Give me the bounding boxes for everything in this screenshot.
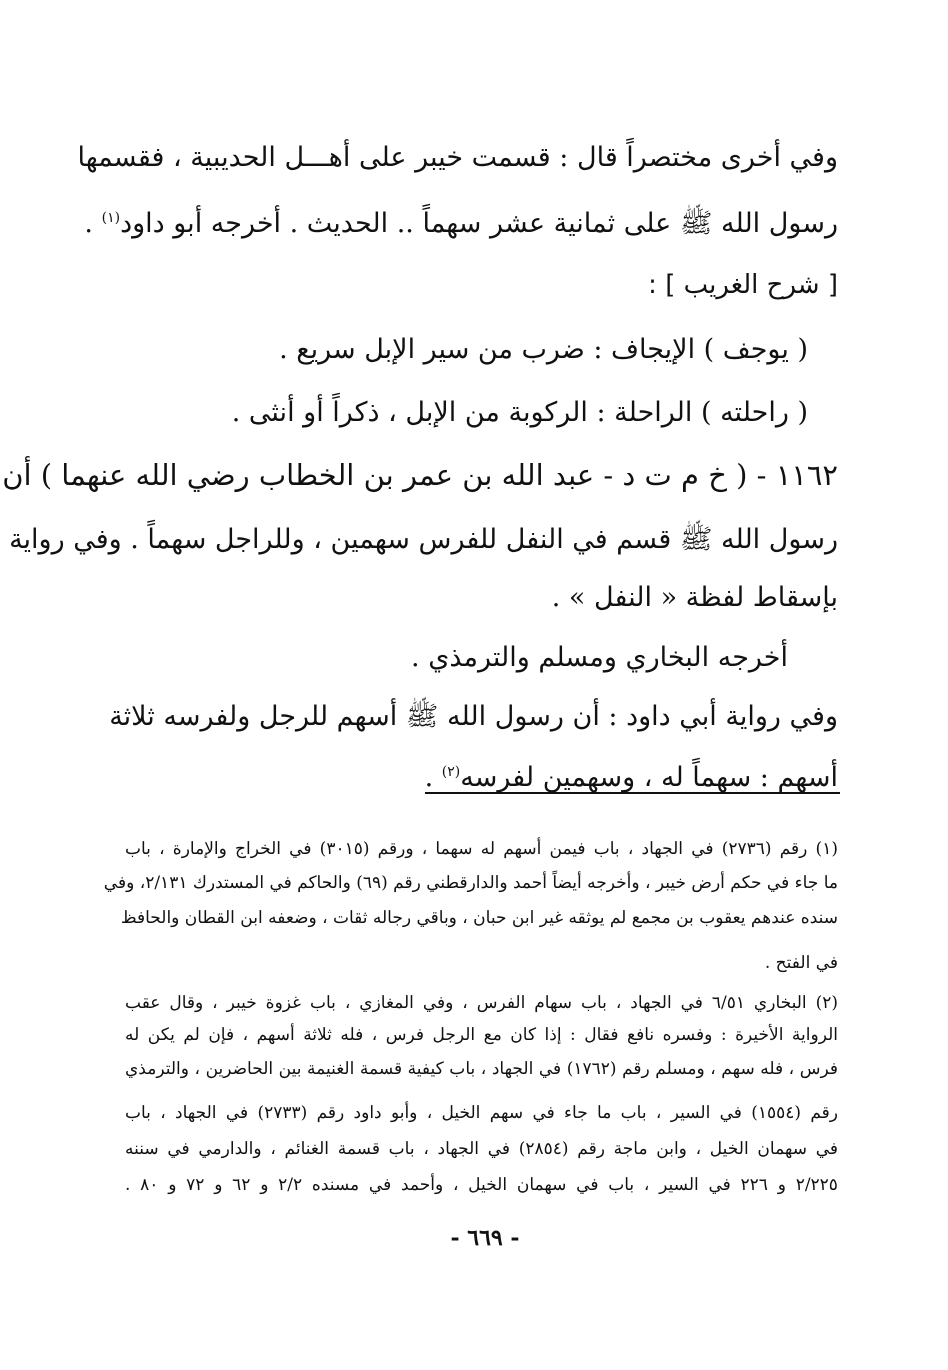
footnote-line: سنده عندهم يعقوب بن مجمع لم يوثقه غير ابن حبان ، وباقي رجاله ثقات ، وضعفه ابن القطان والحافظ <box>120 908 838 928</box>
footnote-line: في الفتح . <box>764 953 838 973</box>
text-line: رسول الله ﷺ على ثمانية عشر سهماً .. الحديث . أخرجه أبو داود$^{(١)}$ . <box>84 208 838 239</box>
footnote-separator <box>425 792 840 794</box>
footnote-line: رقم (١٥٥٤) في السير ، باب ما جاء في سهم الخيل ، وأبو داود رقم (٢٧٣٣) في الجهاد ، باب <box>125 1103 839 1123</box>
footnote-line: فرس ، فله سهم ، ومسلم رقم (١٧٦٢) في الجهاد ، باب كيفية قسمة الغنيمة بين الحاضرين ، والترمذي <box>125 1059 838 1079</box>
footnote-marker: (١) <box>101 210 121 226</box>
text-line: بإسقاط لفظة « النفل » . <box>551 582 838 613</box>
hadith-heading: ١١٦٢ - ( خ م ت د - عبد الله بن عمر بن الخطاب رضي الله عنهما ) أن <box>2 458 838 492</box>
text-line-content: أسهم : سهماً له ، وسهمين لفرسه <box>460 762 838 793</box>
text-line: ( راحلته ) الراحلة : الركوبة من الإبل ، ذكراً أو أنثى . <box>231 397 808 428</box>
text-line-content: رسول الله ﷺ على ثمانية عشر سهماً .. الحديث . أخرجه أبو داود <box>120 208 838 239</box>
footnote-line: ما جاء في حكم أرض خيبر ، وأخرجه أيضاً أحمد والدارقطني رقم (٦٩) والحاكم في المستدرك ٢/١٣١، وفي <box>103 873 838 893</box>
text-line: أسهم : سهماً له ، وسهمين لفرسه$^{(٢)}$ . <box>424 762 838 793</box>
text-line: ( يوجف ) الإيجاف : ضرب من سير الإبل سريع . <box>279 334 808 365</box>
text-line: وفي رواية أبي داود : أن رسول الله ﷺ أسهم للرجل ولفرسه ثلاثة <box>109 701 838 732</box>
text-line: أخرجه البخاري ومسلم والترمذي . <box>411 642 788 673</box>
footnote-line: ٢/٢٢٥ و ٢٢٦ في السير ، باب في سهمان الخيل ، وأحمد في مسنده ٢/٢ و ٦٢ و ٧٢ و ٨٠ . <box>125 1175 838 1195</box>
text-line: وفي أخرى مختصراً قال : قسمت خيبر على أهـــل الحديبية ، فقسمها <box>77 142 838 173</box>
footnote-line: الرواية الأخيرة : وفسره نافع فقال : إذا كان مع الرجل فرس ، فله ثلاثة أسهم ، فإن لم يكن له <box>125 1025 838 1045</box>
footnote-line: (٢) البخاري ٦/٥١ في الجهاد ، باب سهام الفرس ، وفي المغازي ، باب غزوة خيبر ، وقال عقب <box>125 993 838 1013</box>
footnote-line: (١) رقم (٢٧٣٦) في الجهاد ، باب فيمن أسهم له سهما ، ورقم (٣٠١٥) في الخراج والإمارة ، باب <box>125 839 838 859</box>
footnote-line: في سهمان الخيل ، وابن ماجة رقم (٢٨٥٤) في الجهاد ، باب قسمة الغنائم ، والدارمي في سننه <box>125 1139 839 1159</box>
section-heading: [ شرح الغريب ] : <box>648 270 838 300</box>
text-line: رسول الله ﷺ قسم في النفل للفرس سهمين ، وللراجل سهماً . وفي رواية <box>9 524 838 555</box>
footnote-marker: (٢) <box>441 764 461 780</box>
page-number: - ٦٦٩ - <box>450 1225 520 1251</box>
